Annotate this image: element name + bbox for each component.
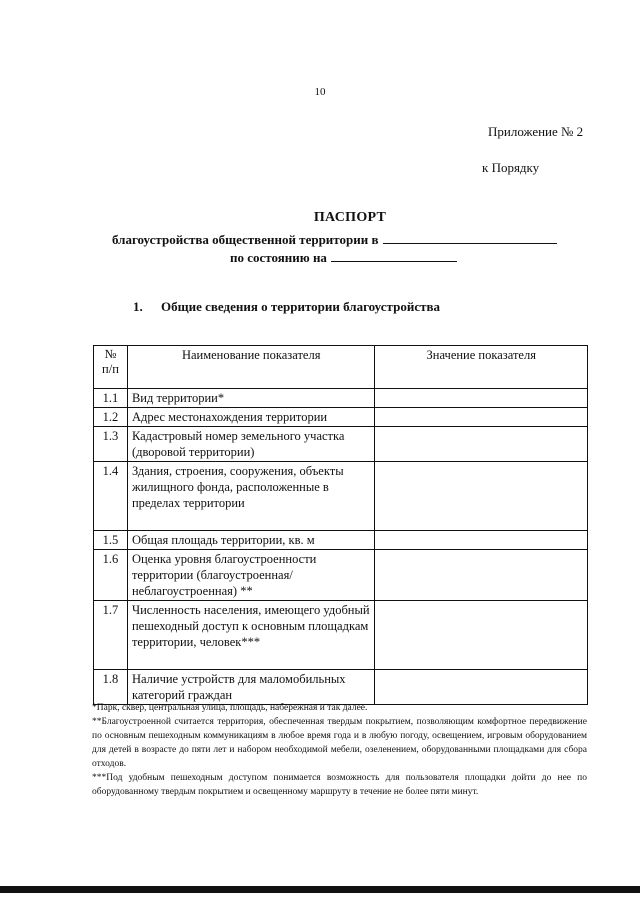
subtitle-date-text: по состоянию на	[230, 250, 327, 265]
appendix-label: Приложение № 2	[488, 124, 584, 139]
row-value	[375, 389, 588, 408]
row-name: Численность населения, имеющего удобный пешеходный доступ к основным площадкам территории, человек***	[127, 601, 375, 670]
table-row	[94, 670, 588, 705]
row-name: Кадастровый номер земельного участка (дворовой территории)	[127, 427, 375, 462]
row-value	[375, 601, 588, 670]
table-row	[94, 531, 588, 550]
row-num: 1.2	[94, 408, 128, 427]
row-name: Здания, строения, сооружения, объекты жилищного фонда, расположенные в пределах территории	[127, 462, 375, 531]
date-blank-field	[331, 250, 457, 262]
table-row	[94, 427, 588, 462]
table-row	[94, 601, 588, 670]
header-num: № п/п	[94, 346, 128, 389]
row-name: Наличие устройств для маломобильных категорий граждан	[127, 670, 375, 705]
row-name: Оценка уровня благоустроенности территории (благоустроенная/неблагоустроенная) **	[127, 550, 375, 601]
row-name: Общая площадь территории, кв. м	[127, 531, 375, 550]
row-num: 1.5	[94, 531, 128, 550]
row-value	[375, 670, 588, 705]
row-value	[375, 408, 588, 427]
territory-blank-field	[383, 232, 557, 244]
footnotes	[92, 701, 587, 799]
row-num: 1.7	[94, 601, 128, 670]
row-value	[375, 531, 588, 550]
table-row	[94, 462, 588, 531]
table-header-row	[94, 346, 588, 389]
row-value	[375, 462, 588, 531]
page-number: 10	[314, 86, 326, 98]
section-heading	[133, 299, 440, 315]
subtitle-date	[230, 250, 457, 266]
table-row	[94, 550, 588, 601]
section-number: 1.	[133, 299, 143, 314]
row-value	[375, 427, 588, 462]
row-name: Адрес местонахождения территории	[127, 408, 375, 427]
section-title: Общие сведения о территории благоустройства	[161, 299, 440, 314]
row-num: 1.4	[94, 462, 128, 531]
document-title: ПАСПОРТ	[313, 210, 387, 225]
footnote-improvement: **Благоустроенной считается территория, обеспеченная твердым покрытием, позволяющим комфортное передвижение по основным пешеходным коммуникациям в любое время года и в любую погоду, освещением, игровым оборудованием для детей в возрасте до пяти лет и набором необходимой мебели, озеленением, оборудованными площадками для сбора отходов.	[92, 717, 587, 769]
row-value	[375, 550, 588, 601]
footnote-territory-type: *Парк, сквер, центральная улица, площадь, набережная и так далее.	[92, 703, 368, 713]
row-num: 1.1	[94, 389, 128, 408]
footnote-pedestrian-access: ***Под удобным пешеходным доступом понимается возможность для пользователя площадки дойти до нее по оборудованному твердым покрытием и освещенному маршруту в течение не более пяти минут.	[92, 773, 587, 797]
row-num: 1.3	[94, 427, 128, 462]
header-value: Значение показателя	[375, 346, 588, 389]
table-row	[94, 389, 588, 408]
scan-edge-bar	[0, 886, 640, 893]
territory-info-table	[93, 345, 588, 705]
row-num: 1.8	[94, 670, 128, 705]
order-reference: к Порядку	[482, 160, 540, 175]
row-name: Вид территории*	[127, 389, 375, 408]
table-row	[94, 408, 588, 427]
subtitle-territory	[112, 232, 557, 248]
subtitle-territory-text: благоустройства общественной территории в	[112, 232, 379, 247]
header-name: Наименование показателя	[127, 346, 375, 389]
row-num: 1.6	[94, 550, 128, 601]
